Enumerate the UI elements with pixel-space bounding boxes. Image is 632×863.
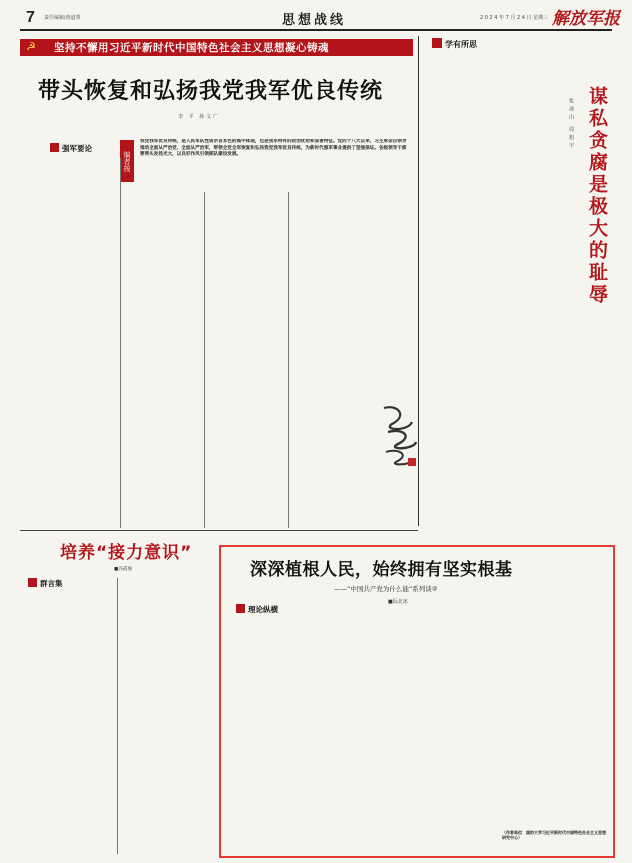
featured-article-title: 深深植根人民，始终拥有坚实根基 (250, 560, 513, 580)
square-marker-icon (236, 604, 245, 613)
featured-body-col3 (412, 610, 498, 850)
article-byline: 李 平 孙文广 (178, 114, 221, 120)
editor-note-tag: 编者按 (120, 140, 134, 182)
featured-body-col2 (322, 610, 408, 850)
column-subhead: 群言集 (28, 578, 63, 589)
column-subhead: 理论纵横 (236, 604, 278, 615)
editor-credit: 责任编辑/黄道尊 (44, 15, 81, 21)
essay-body-col1 (26, 592, 114, 854)
article-title: 带头恢复和弘扬我党我军优良传统 (38, 79, 384, 104)
column-divider (117, 578, 118, 854)
square-marker-icon (28, 578, 37, 587)
article-body-col3 (206, 192, 286, 528)
featured-author: ■阮北冰 (388, 599, 408, 605)
essay-title: 培养“接力意识” (60, 543, 193, 563)
masthead-logo: 解放军报 (552, 9, 620, 29)
column-label: 学有所思 (432, 38, 477, 50)
page-number: 7 (26, 9, 35, 26)
author-affiliation: （作者单位：国防大学习近平新时代中国特色社会主义思想研究中心） (502, 830, 606, 841)
section-divider (20, 530, 418, 531)
commentary-body-cont (460, 306, 608, 528)
header-rule (20, 29, 612, 31)
column-subhead: 强军要论 (50, 143, 92, 154)
section-title: 思想战线 (282, 13, 347, 28)
column-divider (288, 192, 289, 528)
party-emblem-icon: ☭ (26, 40, 36, 53)
essay-author: ■冯霞俊 (114, 567, 133, 572)
featured-body-col4 (502, 610, 608, 828)
commentary-author: 张凌山 周旭宇 (568, 98, 574, 151)
featured-body-col1 (232, 618, 318, 850)
article-body-col4 (290, 192, 412, 528)
article-body-col2 (122, 192, 202, 528)
series-subtitle: ——“中国共产党为什么能”系列谈② (334, 585, 438, 593)
article-body-col1 (38, 160, 118, 528)
column-divider (204, 192, 205, 528)
column-divider (120, 158, 121, 528)
banner-text: 坚持不懈用习近平新时代中国特色社会主义思想凝心铸魂 (54, 42, 329, 54)
essay-body-col2 (120, 578, 214, 854)
commentary-body (432, 56, 562, 306)
square-marker-icon (432, 38, 442, 48)
editor-note: 我党我军优良传统，是人民军队性质宗旨本色的集中体现，也是我军特有的政治优势和显著特征。党的十八大以来，习主席亲自领导推动全面从严治党、全面从严治军，带领全党全军恢复和弘扬我党我军优良传统，为新时代强军事业提供了坚强保证。各级领导干部要带头发扬光大，以良好作风引领部队建设发展。 (140, 139, 407, 158)
square-marker-icon (50, 143, 59, 152)
issue-date: 2 0 2 4 年 7 月 2 4 日 星期三 (480, 15, 549, 21)
commentary-title: 谋私贪腐是极大的耻辱 (586, 86, 608, 306)
calligraphy-image (378, 402, 422, 468)
